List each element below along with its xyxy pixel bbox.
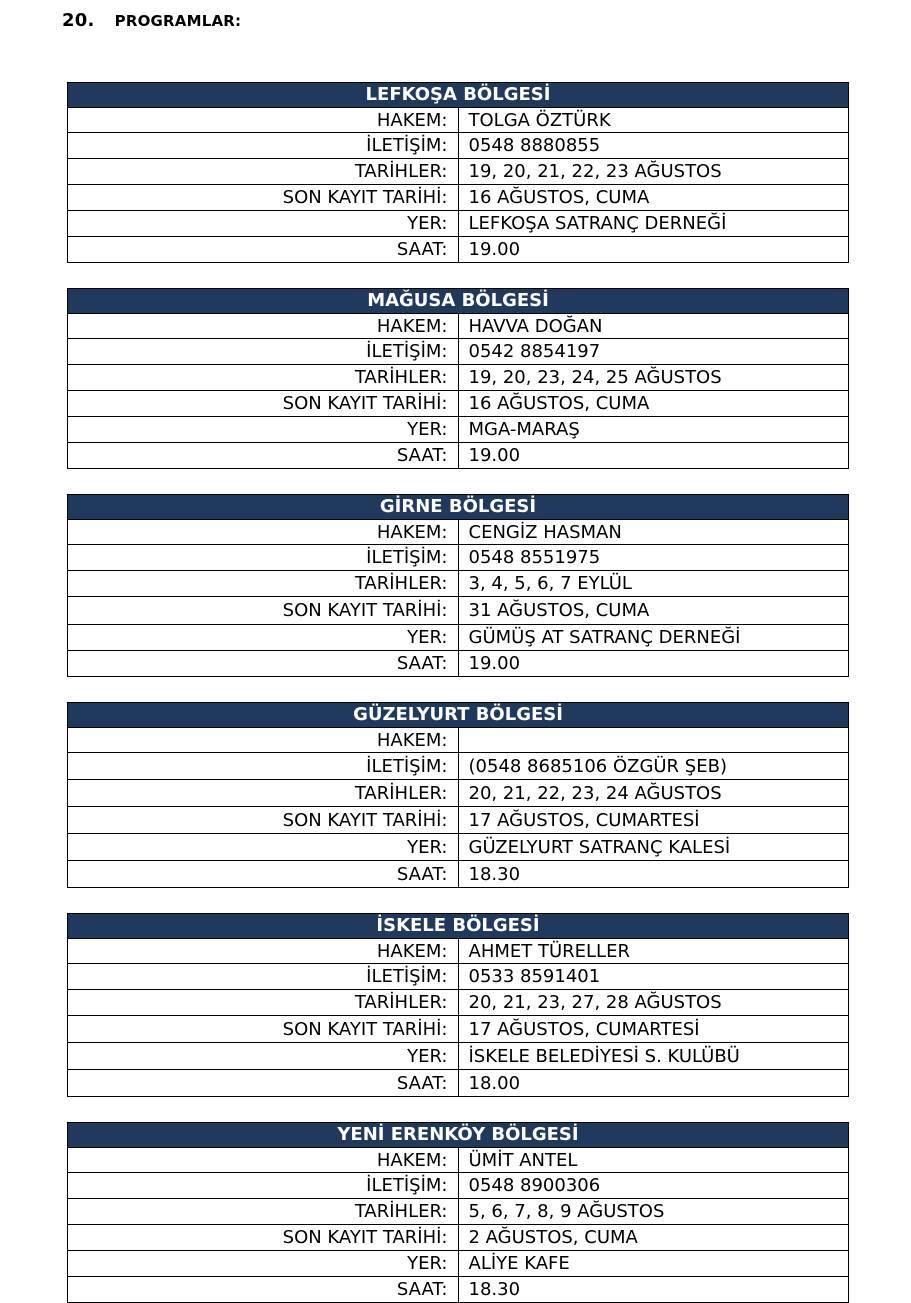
deadline-value: 16 AĞUSTOS, CUMA (458, 391, 849, 417)
referee-value: AHMET TÜRELLER (458, 939, 849, 964)
contact-value: 0542 8854197 (458, 339, 849, 365)
region-table-guzelyurt (67, 702, 849, 888)
venue-value: GÜZELYURT SATRANÇ KALESİ (458, 834, 849, 861)
venue-label: YER: (68, 417, 459, 443)
dates-value: 3, 4, 5, 6, 7 EYLÜL (458, 571, 849, 597)
table-row-contact (68, 753, 849, 780)
time-label: SAAT: (68, 237, 459, 263)
table-row-contact (68, 545, 849, 571)
dates-value: 20, 21, 23, 27, 28 AĞUSTOS (458, 990, 849, 1016)
time-label: SAAT: (68, 1277, 459, 1303)
time-label: SAAT: (68, 861, 459, 888)
table-row-deadline (68, 1016, 849, 1043)
time-value: 18.00 (458, 1070, 849, 1097)
deadline-value: 31 AĞUSTOS, CUMA (458, 597, 849, 625)
venue-value: İSKELE BELEDİYESİ S. KULÜBÜ (458, 1043, 849, 1070)
contact-label: İLETİŞİM: (68, 133, 459, 159)
time-value: 18.30 (458, 861, 849, 888)
region-table-girne (67, 494, 849, 677)
referee-label: HAKEM: (68, 1148, 459, 1173)
region-title: YENİ ERENKÖY BÖLGESİ (68, 1123, 849, 1148)
table-row-referee (68, 1148, 849, 1173)
venue-value: GÜMÜŞ AT SATRANÇ DERNEĞİ (458, 625, 849, 651)
region-tables (67, 82, 849, 1303)
dates-value: 19, 20, 23, 24, 25 AĞUSTOS (458, 365, 849, 391)
referee-label: HAKEM: (68, 728, 459, 753)
table-row-venue (68, 625, 849, 651)
time-value: 19.00 (458, 651, 849, 677)
table-row-time (68, 237, 849, 263)
deadline-label: SON KAYIT TARİHİ: (68, 391, 459, 417)
dates-label: TARİHLER: (68, 571, 459, 597)
region-title: LEFKOŞA BÖLGESİ (68, 83, 849, 108)
table-row-contact (68, 1173, 849, 1199)
venue-label: YER: (68, 1043, 459, 1070)
table-row-venue (68, 1043, 849, 1070)
dates-label: TARİHLER: (68, 990, 459, 1016)
dates-label: TARİHLER: (68, 780, 459, 807)
deadline-value: 17 AĞUSTOS, CUMARTESİ (458, 807, 849, 834)
table-row-time (68, 1277, 849, 1303)
venue-label: YER: (68, 625, 459, 651)
dates-label: TARİHLER: (68, 1199, 459, 1225)
time-label: SAAT: (68, 651, 459, 677)
dates-value: 5, 6, 7, 8, 9 AĞUSTOS (458, 1199, 849, 1225)
deadline-label: SON KAYIT TARİHİ: (68, 1225, 459, 1251)
referee-value (458, 728, 849, 753)
table-row-deadline (68, 1225, 849, 1251)
venue-label: YER: (68, 211, 459, 237)
contact-value: 0548 8880855 (458, 133, 849, 159)
deadline-label: SON KAYIT TARİHİ: (68, 185, 459, 211)
time-value: 19.00 (458, 237, 849, 263)
section-number: 20. (62, 10, 95, 31)
table-row-deadline (68, 597, 849, 625)
referee-label: HAKEM: (68, 314, 459, 339)
contact-value: 0533 8591401 (458, 964, 849, 990)
region-title: GİRNE BÖLGESİ (68, 495, 849, 520)
referee-label: HAKEM: (68, 520, 459, 545)
table-row-venue (68, 1251, 849, 1277)
table-row-referee (68, 728, 849, 753)
referee-value: HAVVA DOĞAN (458, 314, 849, 339)
venue-value: ALİYE KAFE (458, 1251, 849, 1277)
deadline-value: 17 AĞUSTOS, CUMARTESİ (458, 1016, 849, 1043)
table-row-venue (68, 417, 849, 443)
referee-label: HAKEM: (68, 939, 459, 964)
dates-value: 20, 21, 22, 23, 24 AĞUSTOS (458, 780, 849, 807)
venue-value: MGA-MARAŞ (458, 417, 849, 443)
deadline-label: SON KAYIT TARİHİ: (68, 597, 459, 625)
table-row-time (68, 651, 849, 677)
table-row-dates (68, 365, 849, 391)
table-row-dates (68, 990, 849, 1016)
table-row-dates (68, 1199, 849, 1225)
table-row-time (68, 861, 849, 888)
deadline-value: 16 AĞUSTOS, CUMA (458, 185, 849, 211)
venue-label: YER: (68, 1251, 459, 1277)
region-table-magusa (67, 288, 849, 469)
time-label: SAAT: (68, 1070, 459, 1097)
referee-label: HAKEM: (68, 108, 459, 133)
table-row-contact (68, 133, 849, 159)
deadline-label: SON KAYIT TARİHİ: (68, 1016, 459, 1043)
time-value: 19.00 (458, 443, 849, 469)
region-title: MAĞUSA BÖLGESİ (68, 289, 849, 314)
deadline-value: 2 AĞUSTOS, CUMA (458, 1225, 849, 1251)
region-title: GÜZELYURT BÖLGESİ (68, 703, 849, 728)
referee-value: CENGİZ HASMAN (458, 520, 849, 545)
table-row-venue (68, 834, 849, 861)
table-row-deadline (68, 807, 849, 834)
table-row-referee (68, 314, 849, 339)
section-title: PROGRAMLAR: (114, 12, 242, 30)
table-row-referee (68, 520, 849, 545)
table-row-time (68, 443, 849, 469)
contact-label: İLETİŞİM: (68, 339, 459, 365)
table-row-time (68, 1070, 849, 1097)
dates-value: 19, 20, 21, 22, 23 AĞUSTOS (458, 159, 849, 185)
region-table-yeni-erenkoy (67, 1122, 849, 1303)
referee-value: TOLGA ÖZTÜRK (458, 108, 849, 133)
contact-label: İLETİŞİM: (68, 964, 459, 990)
referee-value: ÜMİT ANTEL (458, 1148, 849, 1173)
contact-value: 0548 8551975 (458, 545, 849, 571)
table-row-venue (68, 211, 849, 237)
table-row-referee (68, 108, 849, 133)
table-row-deadline (68, 391, 849, 417)
region-table-lefkosa (67, 82, 849, 263)
table-row-contact (68, 339, 849, 365)
table-row-dates (68, 780, 849, 807)
contact-label: İLETİŞİM: (68, 753, 459, 780)
contact-value: (0548 8685106 ÖZGÜR ŞEB) (458, 753, 849, 780)
table-row-contact (68, 964, 849, 990)
table-row-dates (68, 571, 849, 597)
deadline-label: SON KAYIT TARİHİ: (68, 807, 459, 834)
contact-label: İLETİŞİM: (68, 1173, 459, 1199)
venue-label: YER: (68, 834, 459, 861)
table-row-dates (68, 159, 849, 185)
time-label: SAAT: (68, 443, 459, 469)
dates-label: TARİHLER: (68, 365, 459, 391)
dates-label: TARİHLER: (68, 159, 459, 185)
table-row-deadline (68, 185, 849, 211)
region-title: İSKELE BÖLGESİ (68, 914, 849, 939)
venue-value: LEFKOŞA SATRANÇ DERNEĞİ (458, 211, 849, 237)
contact-value: 0548 8900306 (458, 1173, 849, 1199)
contact-label: İLETİŞİM: (68, 545, 459, 571)
region-table-iskele (67, 913, 849, 1097)
time-value: 18.30 (458, 1277, 849, 1303)
table-row-referee (68, 939, 849, 964)
page-heading (62, 10, 241, 31)
